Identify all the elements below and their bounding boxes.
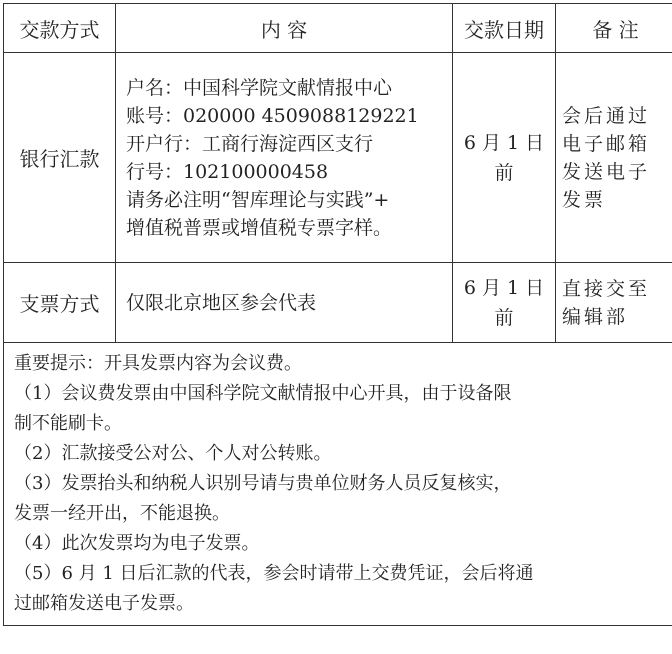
date-cell: [453, 53, 556, 263]
content-line: 请务必注明“智库理论与实践”+: [126, 188, 390, 211]
notes-row: [4, 343, 672, 626]
content-line: 账号：020000 4509088129221: [126, 104, 419, 127]
note-line: 发票: [562, 188, 607, 211]
content-line: 增值税普票或增值税专票字样。: [126, 216, 393, 239]
method-cell: 银行汇款: [4, 53, 116, 263]
notes-line: （3）发票抬头和纳税人识别号请与贵单位财务人员反复核实，: [14, 473, 512, 494]
table-row: [4, 53, 672, 263]
important-notes: [4, 343, 672, 626]
notes-line: （1）会议费发票由中国科学院文献情报中心开具，由于设备限: [14, 383, 512, 404]
note-line: 电子邮箱: [562, 132, 651, 155]
header-date: 交款日期: [453, 4, 556, 53]
note-cell: [556, 263, 672, 343]
notes-line: （4）此次发票均为电子发票。: [14, 533, 260, 554]
table-row: [4, 263, 672, 343]
notes-line: （2）汇款接受公对公、个人对公转账。: [14, 443, 332, 464]
note-cell: [556, 53, 672, 263]
header-row: [4, 4, 672, 53]
notes-line: 发票一经开出，不能退换。: [14, 503, 230, 524]
date-line: 6 月 1 日: [463, 276, 545, 299]
notes-line: （5）6 月 1 日后汇款的代表，参会时请带上交费凭证，会后将通: [14, 563, 534, 584]
header-content: 内 容: [116, 4, 453, 53]
note-line: 会后通过: [562, 104, 651, 127]
content-cell: [116, 263, 453, 343]
date-line: 6 月 1 日: [463, 131, 545, 154]
date-line: 前: [494, 161, 514, 184]
notes-line: 重要提示：开具发票内容为会议费。: [14, 353, 302, 374]
content-line: 开户行：工商行海淀西区支行: [126, 132, 374, 155]
date-line: 前: [494, 306, 514, 329]
method-cell: 支票方式: [4, 263, 116, 343]
content-line: 仅限北京地区参会代表: [126, 291, 317, 314]
note-line: 编辑部: [562, 305, 629, 328]
payment-table: [3, 3, 672, 626]
content-line: 户名：中国科学院文献情报中心: [126, 76, 393, 99]
note-line: 直接交至: [562, 277, 651, 300]
note-line: 发送电子: [562, 160, 651, 183]
date-cell: [453, 263, 556, 343]
content-line: 行号：102100000458: [126, 160, 329, 183]
header-method: 交款方式: [4, 4, 116, 53]
notes-line: 过邮箱发送电子发票。: [14, 593, 194, 614]
header-note: 备 注: [556, 4, 672, 53]
content-cell: [116, 53, 453, 263]
notes-line: 制不能刷卡。: [14, 413, 122, 434]
